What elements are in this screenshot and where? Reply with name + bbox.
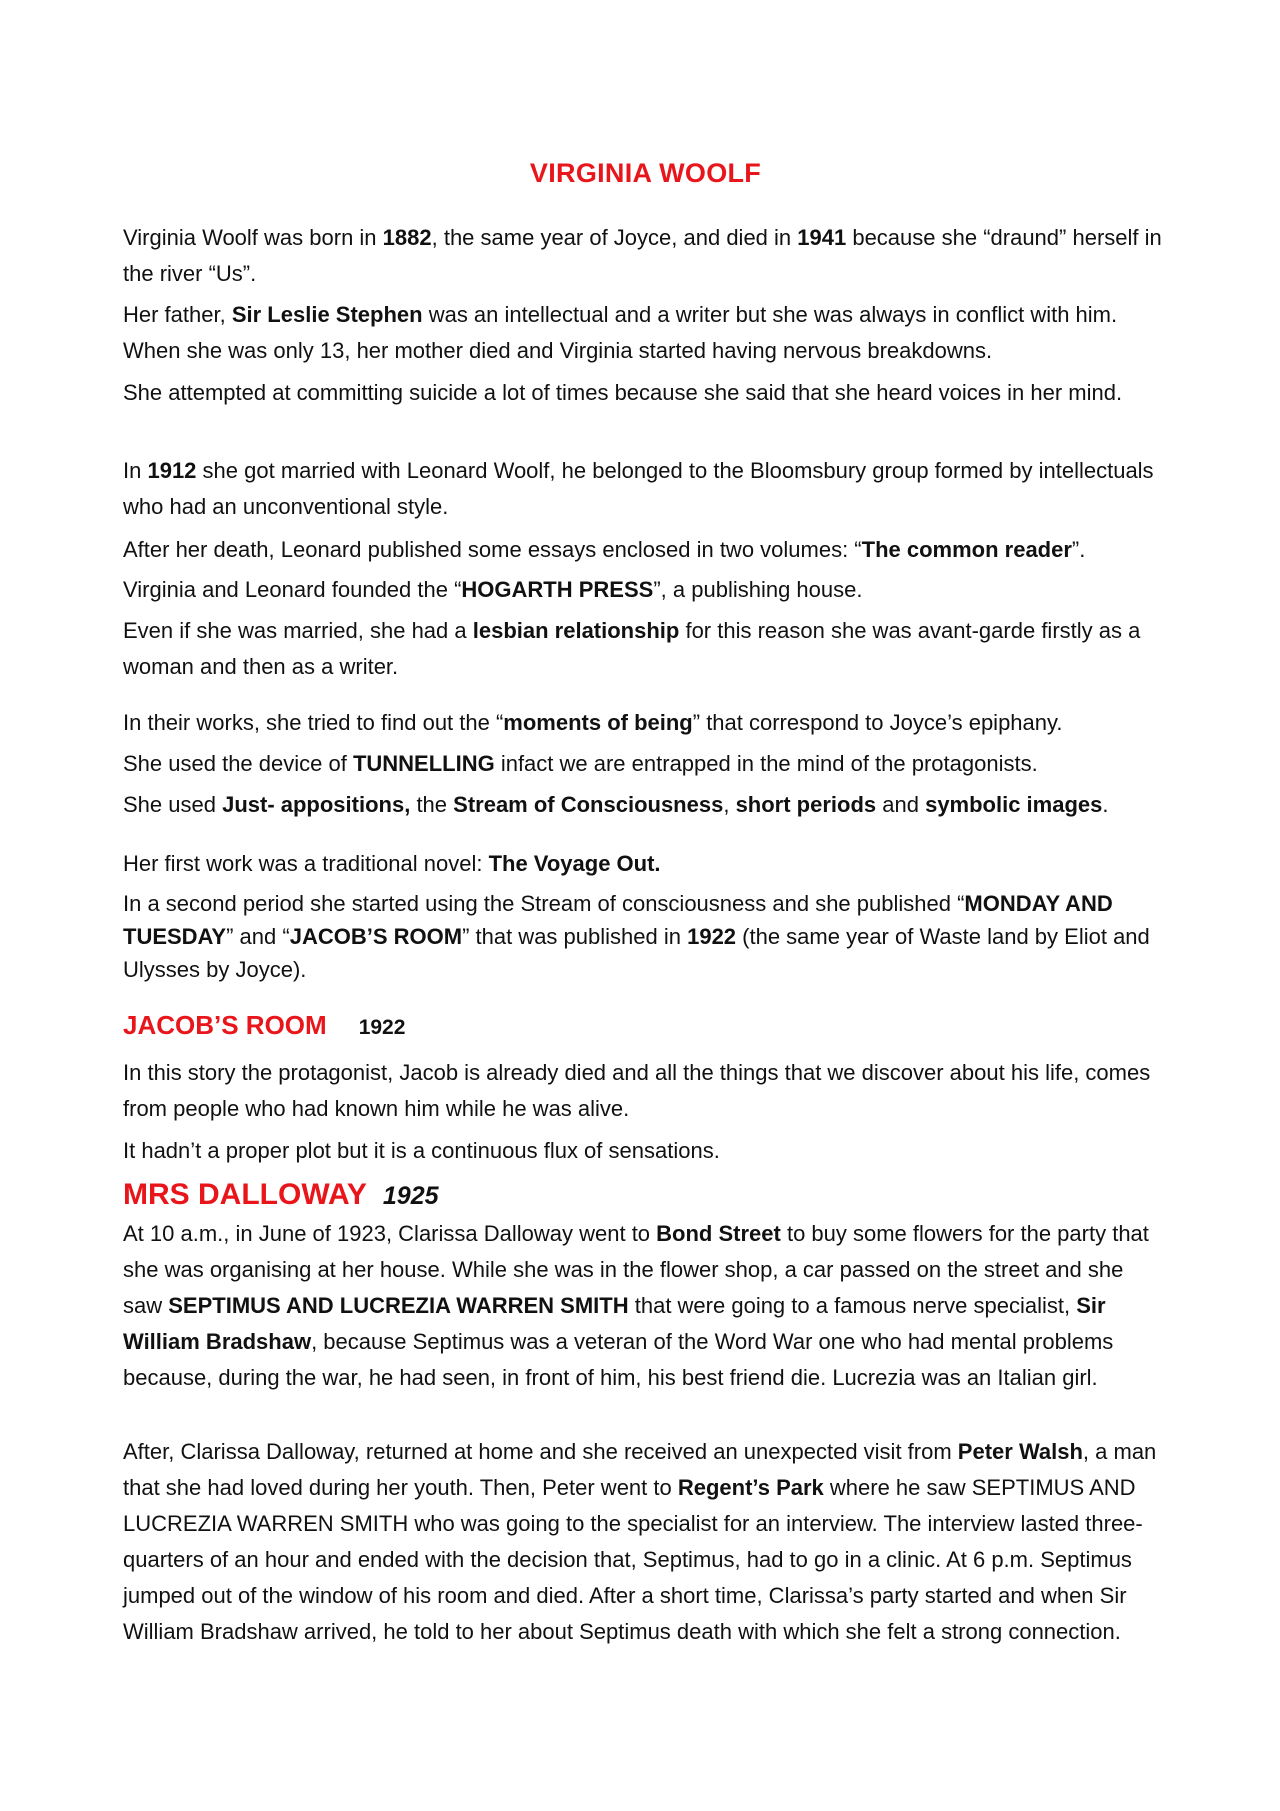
mrs-dalloway-heading: MRS DALLOWAY 1925 (123, 1178, 439, 1211)
style-paragraph-moments: In their works, she tried to find out the “moments of being” that correspond to Joyce’s epiphany. (123, 710, 1063, 735)
mrs-dalloway-paragraph-afternoon: After, Clarissa Dalloway, returned at home and she received an unexpected visit from Peter Walsh, a man that she had loved during her youth. Then, Peter went to Regent’s Park where he saw SEPTIMUS AND LUCREZIA WARREN SMITH who was going to the specialist for an interview. The interview lasted three-quarters of an hour and ended with the decision that, Septimus, had to go in a clinic. At 6 p.m. Septimus jumped out of the window of his room and died. After a short time, Clarissa’s party started and when Sir William Bradshaw arrived, he told to her about Septimus death with which she felt a strong connection. (123, 1439, 1157, 1644)
works-paragraph-first: Her first work was a traditional novel: The Voyage Out. (123, 851, 661, 876)
bio-paragraph-hogarth: Virginia and Leonard founded the “HOGARTH PRESS”, a publishing house. (123, 577, 863, 602)
jacobs-room-heading: JACOB’S ROOM 1922 (123, 1010, 406, 1040)
mrs-dalloway-paragraph-morning: At 10 a.m., in June of 1923, Clarissa Dalloway went to Bond Street to buy some flowers for the party that she was organising at her house. While she was in the flower shop, a car passed on the street and she saw SEPTIMUS AND LUCREZIA WARREN SMITH that were going to a famous nerve specialist, Sir William Bradshaw, because Septimus was a veteran of the Word War one who had mental problems because, during the war, he had seen, in front of him, his best friend die. Lucrezia was an Italian girl. (123, 1221, 1149, 1390)
works-paragraph-second: In a second period she started using the Stream of consciousness and she published “MONDAY AND TUESDAY” and “JACOB’S ROOM” that was published in 1922 (the same year of Waste land by Eliot and Ulysses by Joyce). (123, 891, 1150, 982)
style-paragraph-tunnelling: She used the device of TUNNELLING infact we are entrapped in the mind of the protagonists. (123, 751, 1038, 776)
mrs-dalloway-year: 1925 (382, 1182, 439, 1210)
jacobs-room-paragraph-plot: It hadn’t a proper plot but it is a continuous flux of sensations. (123, 1138, 720, 1163)
bio-paragraph-father: Her father, Sir Leslie Stephen was an intellectual and a writer but she was always in conflict with him. When she was only 13, her mother died and Virginia started having nervous breakdowns. (123, 302, 1118, 363)
bio-paragraph-birth: Virginia Woolf was born in 1882, the same year of Joyce, and died in 1941 because she “draund” herself in the river “Us”. (123, 225, 1162, 286)
jacobs-room-year: 1922 (358, 1016, 406, 1039)
bio-paragraph-essays: After her death, Leonard published some essays enclosed in two volumes: “The common reader”. (123, 537, 1086, 562)
style-paragraph-devices: She used Just- appositions, the Stream of Consciousness, short periods and symbolic images. (123, 792, 1109, 817)
bio-paragraph-marriage: In 1912 she got married with Leonard Woolf, he belonged to the Bloomsbury group formed by intellectuals who had an unconventional style. (123, 458, 1154, 519)
bio-paragraph-relationship: Even if she was married, she had a lesbian relationship for this reason she was avant-garde firstly as a woman and then as a writer. (123, 618, 1141, 679)
bio-paragraph-suicide: She attempted at committing suicide a lot of times because she said that she heard voices in her mind. (123, 380, 1123, 405)
page-title: VIRGINIA WOOLF (529, 158, 762, 188)
jacobs-room-paragraph-story: In this story the protagonist, Jacob is already died and all the things that we discover about his life, comes from people who had known him while he was alive. (123, 1060, 1151, 1121)
